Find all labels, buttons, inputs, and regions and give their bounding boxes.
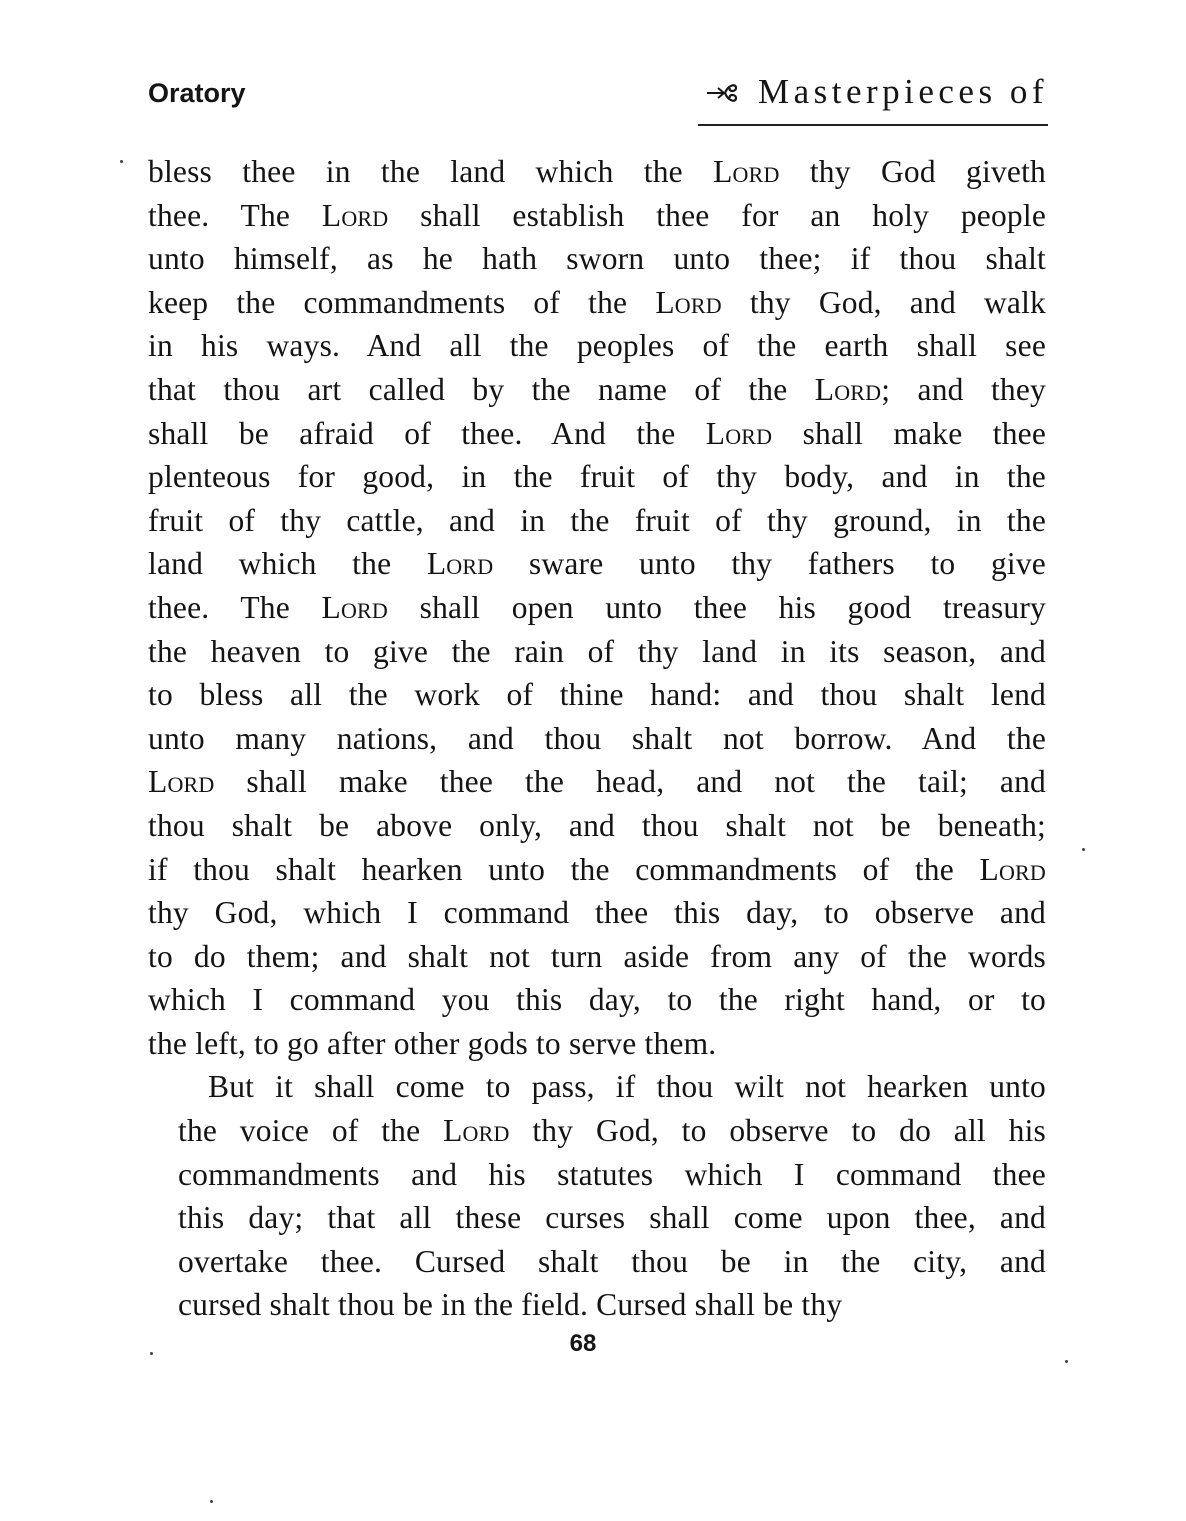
running-head-left: Oratory <box>148 78 246 108</box>
text-line: Lord shall make thee the head, and not the tail; and <box>148 764 1046 800</box>
text-line: But it shall come to pass, if thou wilt not hearken unto <box>208 1069 1046 1105</box>
scan-speck <box>120 160 123 163</box>
text-line: in his ways. And all the peoples of the earth shall see <box>148 328 1046 364</box>
text-line: unto many nations, and thou shalt not borrow. And the <box>148 720 1046 756</box>
page-number-text: 68 <box>569 1330 597 1357</box>
text-line: cursed shalt thou be in the field. Cursed shall be thy <box>178 1287 843 1323</box>
text-line: thou shalt be above only, and thou shalt not be beneath; <box>148 807 1046 843</box>
running-head-title: Masterpieces of <box>757 72 1048 111</box>
text-line: if thou shalt hearken unto the commandments of the Lord <box>148 851 1046 887</box>
running-head-rule <box>698 124 1048 126</box>
text-line: shall be afraid of thee. And the Lord shall make thee <box>148 415 1047 451</box>
text-line: which I command you this day, to the right hand, or to <box>148 982 1046 1018</box>
text-line: land which the Lord sware unto thy fathers to give <box>148 546 1046 582</box>
scan-speck <box>1065 1360 1068 1363</box>
text-line: fruit of thy cattle, and in the fruit of thy ground, in the <box>148 502 1046 538</box>
fleuron-arrow-icon <box>706 74 744 100</box>
running-head-right <box>706 72 1048 112</box>
scan-speck <box>1082 848 1085 851</box>
paragraph <box>148 150 1046 1065</box>
body-text <box>148 150 1046 1327</box>
text-line: to do them; and shalt not turn aside from any of the words <box>148 938 1046 974</box>
text-line: bless thee in the land which the Lord thy God giveth <box>148 154 1046 189</box>
running-head <box>148 72 1048 132</box>
text-line: to bless all the work of thine hand: and thou shalt lend <box>148 677 1046 713</box>
text-line: unto himself, as he hath sworn unto thee; if thou shalt <box>148 241 1046 277</box>
text-line: keep the commandments of the Lord thy God, and walk <box>148 284 1046 320</box>
scan-speck <box>210 1500 213 1503</box>
page-number <box>0 1330 1186 1358</box>
scan-speck <box>150 1352 153 1355</box>
text-line: that thou art called by the name of the Lord; and they <box>148 371 1046 407</box>
paragraph <box>148 1065 1046 1327</box>
text-line: thy God, which I command thee this day, to observe and <box>148 895 1046 931</box>
text-line: commandments and his statutes which I command thee <box>178 1156 1046 1192</box>
text-line: plenteous for good, in the fruit of thy body, and in the <box>148 459 1046 495</box>
text-line: thee. The Lord shall open unto thee his good treasury <box>148 589 1046 625</box>
text-line: this day; that all these curses shall come upon thee, and <box>178 1200 1046 1236</box>
text-line: the left, to go after other gods to serve them. <box>148 1025 717 1061</box>
text-line: the voice of the Lord thy God, to observe to do all his <box>178 1113 1046 1149</box>
text-line: the heaven to give the rain of thy land in its season, and <box>148 633 1046 669</box>
text-line: thee. The Lord shall establish thee for an holy people <box>148 197 1046 233</box>
text-line: overtake thee. Cursed shalt thou be in the city, and <box>178 1243 1046 1279</box>
